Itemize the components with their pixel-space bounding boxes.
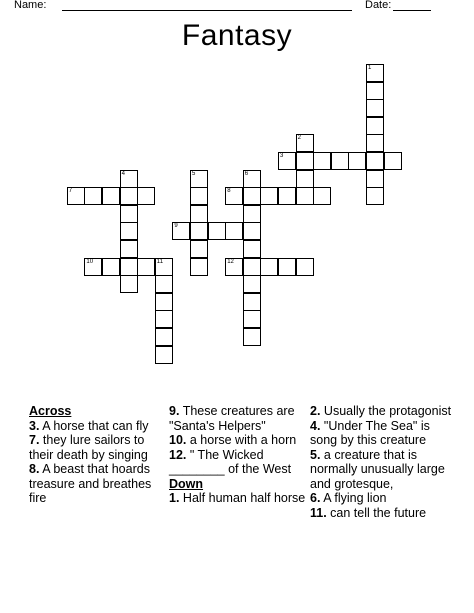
grid-cell[interactable]	[172, 222, 190, 240]
cell-number: 4	[121, 170, 125, 177]
grid-cell[interactable]	[366, 99, 384, 117]
grid-cell[interactable]	[278, 152, 296, 170]
grid-cell[interactable]	[155, 310, 173, 328]
page-title: Fantasy	[181, 19, 293, 52]
grid-cell[interactable]	[243, 170, 261, 188]
cell-number: 9	[174, 223, 178, 230]
cell-number: 7	[68, 188, 73, 195]
grid-cell[interactable]	[366, 152, 384, 170]
grid-cell[interactable]	[243, 258, 261, 276]
grid-cell[interactable]	[366, 187, 384, 205]
grid-cell[interactable]	[243, 240, 261, 258]
grid-cell[interactable]	[190, 240, 208, 258]
grid-cell[interactable]	[225, 187, 243, 205]
clue-across-7: 7. they lure sailors to their death by singing	[29, 433, 148, 462]
grid-cell[interactable]	[384, 152, 402, 170]
grid-cell[interactable]	[120, 205, 138, 223]
cell-number: 1	[368, 65, 372, 71]
grid-cell[interactable]	[102, 258, 120, 276]
clue-across-12: 12. " The Wicked ________ of the West	[169, 447, 292, 476]
grid-cell[interactable]	[120, 222, 138, 240]
grid-cell[interactable]	[243, 222, 261, 240]
cell-number: 5	[192, 170, 196, 177]
grid-cell[interactable]	[243, 205, 261, 223]
grid-cell[interactable]	[278, 258, 296, 276]
cell-number: 12	[227, 258, 234, 265]
clue-down-6: 6. A flying lion	[310, 491, 387, 505]
grid-cell[interactable]	[366, 134, 384, 152]
clue-across-3: 3. A horse that can fly	[29, 418, 149, 433]
name-label: Name:	[14, 0, 47, 11]
grid-cell[interactable]	[296, 134, 314, 152]
clue-across-10: 10. a horse with a horn	[169, 433, 297, 447]
grid-cell[interactable]	[260, 187, 278, 205]
down-heading: Down	[169, 476, 204, 491]
grid-cell[interactable]	[296, 170, 314, 188]
cell-number: 3	[280, 153, 284, 159]
clue-down-1: 1. Half human half horse	[169, 491, 306, 505]
cell-number: 8	[227, 188, 231, 195]
clue-down-5: 5. a creature that is normally unusually large and grotesque,	[310, 447, 445, 491]
grid-cell[interactable]	[84, 187, 102, 205]
grid-cell[interactable]	[296, 152, 314, 170]
clue-column-3	[310, 404, 460, 520]
grid-cell[interactable]	[120, 240, 138, 258]
grid-cell[interactable]	[313, 152, 331, 170]
grid-cell[interactable]	[155, 346, 173, 364]
grid-cell[interactable]	[243, 275, 261, 293]
cell-number: 11	[156, 258, 164, 265]
grid-cell[interactable]	[243, 187, 261, 205]
grid-cell[interactable]	[190, 187, 208, 205]
grid-cell[interactable]	[190, 258, 208, 276]
grid-cell[interactable]	[190, 205, 208, 223]
grid-cell[interactable]	[120, 187, 138, 205]
across-heading: Across	[29, 404, 72, 418]
date-label: Date:	[365, 0, 392, 11]
grid-cell[interactable]	[190, 170, 208, 188]
grid-cell[interactable]	[366, 82, 384, 100]
cell-number: 10	[86, 258, 94, 265]
grid-cell[interactable]	[120, 170, 138, 188]
grid-cell[interactable]	[366, 64, 384, 82]
clue-down-4: 4. "Under The Sea" is song by this creature	[310, 418, 430, 447]
grid-cell[interactable]	[120, 258, 138, 276]
grid-cell[interactable]	[243, 328, 261, 346]
grid-cell[interactable]	[278, 187, 296, 205]
grid-cell[interactable]	[296, 258, 314, 276]
grid-cell[interactable]	[296, 187, 314, 205]
grid-cell[interactable]	[243, 293, 261, 311]
grid-cell[interactable]	[190, 222, 208, 240]
grid-cell[interactable]	[348, 152, 366, 170]
grid-cell[interactable]	[208, 222, 226, 240]
grid-cell[interactable]	[155, 328, 173, 346]
grid-cell[interactable]	[260, 258, 278, 276]
grid-cell[interactable]	[313, 187, 331, 205]
grid-cell[interactable]	[225, 222, 243, 240]
grid-cell[interactable]	[84, 258, 102, 276]
grid-cell[interactable]	[155, 275, 173, 293]
clue-column-2	[169, 404, 309, 506]
grid-cell[interactable]	[366, 170, 384, 188]
grid-cell[interactable]	[331, 152, 349, 170]
clue-across-8: 8. A beast that hoards treasure and breathes fire	[29, 462, 152, 505]
grid-cell[interactable]	[225, 258, 243, 276]
clue-across-9: 9. These creatures are "Santa's Helpers"	[169, 404, 295, 433]
grid-cell[interactable]	[120, 275, 138, 293]
grid-cell[interactable]	[102, 187, 120, 205]
grid-cell[interactable]	[155, 293, 173, 311]
clue-down-11: 11. can tell the future	[310, 505, 427, 520]
clue-down-2: 2. Usually the protagonist	[310, 404, 452, 418]
grid-cell[interactable]	[366, 117, 384, 135]
grid-cell[interactable]	[137, 258, 155, 276]
grid-cell[interactable]	[67, 187, 85, 205]
cell-number: 2	[297, 135, 301, 142]
grid-cell[interactable]	[243, 310, 261, 328]
grid-cell[interactable]	[137, 187, 155, 205]
clue-column-1	[29, 404, 159, 506]
grid-cell[interactable]	[155, 258, 173, 276]
cell-number: 6	[244, 170, 249, 177]
